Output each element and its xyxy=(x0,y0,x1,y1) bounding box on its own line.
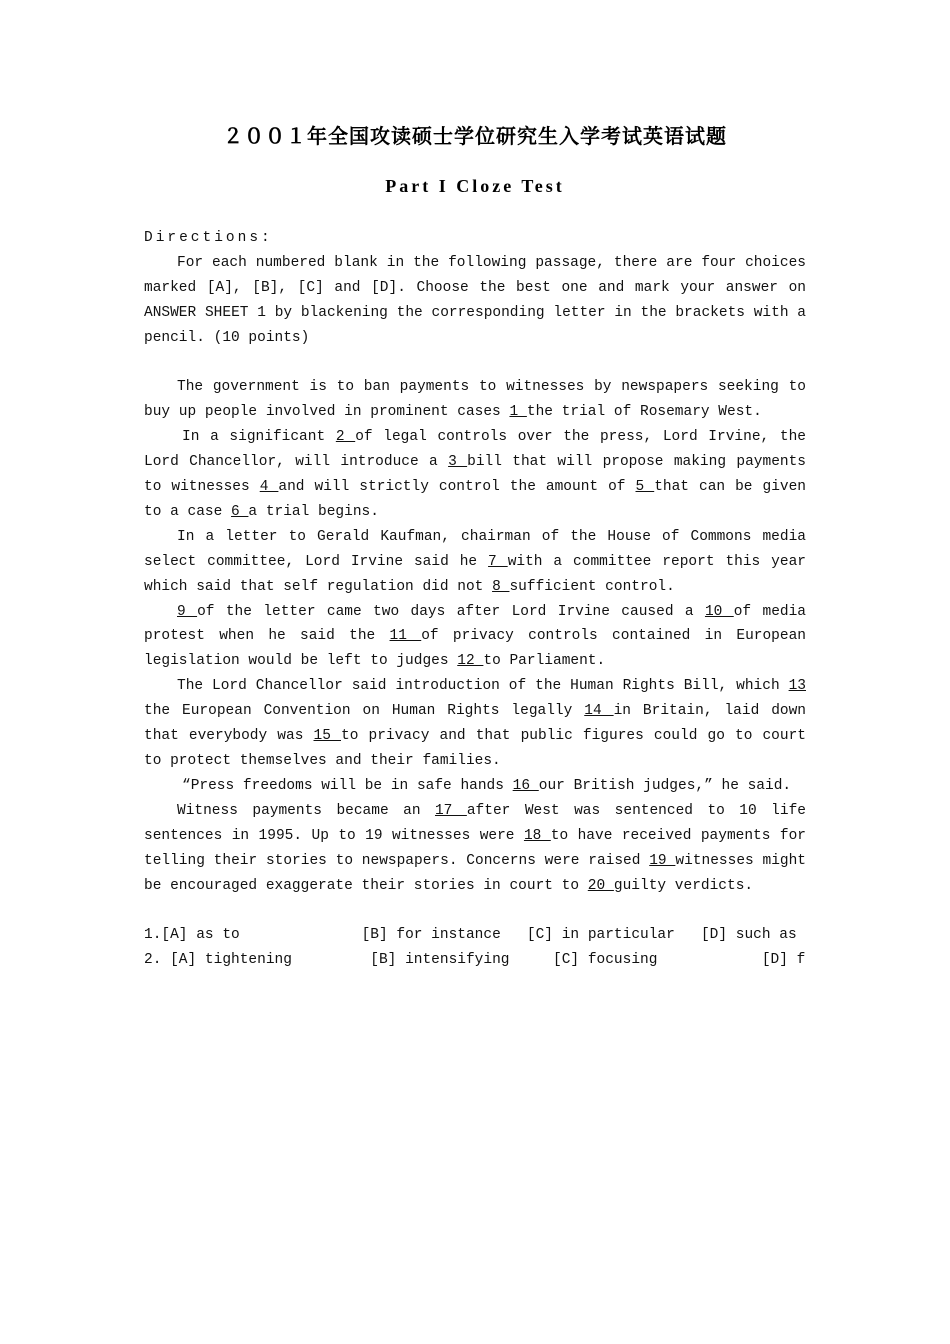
blank-7: 7 xyxy=(488,553,508,570)
passage-paragraph-6: “Press freedoms will be in safe hands 16 our British judges,” he said. xyxy=(182,777,792,794)
blank-2: 2 xyxy=(335,429,356,446)
blank-5: 5 xyxy=(635,479,655,496)
option-row-1: 1.[A] as to [B] for instance [C] in particular [D] such as xyxy=(144,927,797,944)
answer-options xyxy=(144,923,806,973)
exam-title: ２００１年全国攻读硕士学位研究生入学考试英语试题 xyxy=(223,124,727,148)
document-body xyxy=(144,226,806,973)
blank-16: 16 xyxy=(512,777,539,794)
directions-text: For each numbered blank in the following passage, there are four choices marked [A], [B], [C] and [D]. Choose the best one and mark your answer on ANSWER SHEET 1 by blackening the corresponding letter in the brackets with a pencil. (10 points) xyxy=(144,254,806,346)
passage-paragraph-2: In a significant 2 of legal controls over the press, Lord Irvine, the Lord Chancellor, will introduce a 3 bill that will propose making payments to witnesses 4 and will strictly control the amount of 5 that can be given to a case 6 a trial begins. xyxy=(144,429,806,520)
blank-14: 14 xyxy=(584,703,614,720)
section-title: Part I Cloze Test xyxy=(385,176,565,196)
blank-4: 4 xyxy=(259,479,279,496)
blank-1: 1 xyxy=(509,404,527,421)
blank-8: 8 xyxy=(492,578,510,595)
option-row-2: 2. [A] tightening [B] intensifying [C] focusing [D] f xyxy=(144,952,806,969)
passage-paragraph-3: In a letter to Gerald Kaufman, chairman of the House of Commons media select committee, Lord Irvine said he 7 with a committee report this year which said that self regulation did not 8 sufficient control. xyxy=(144,528,806,595)
blank-3: 3 xyxy=(448,454,468,471)
passage-paragraph-1: The government is to ban payments to witnesses by newspapers seeking to buy up people involved in prominent cases 1 the trial of Rosemary West. xyxy=(144,379,806,421)
blank-20: 20 xyxy=(587,877,614,894)
spacer xyxy=(144,898,806,923)
directions-label: Directions: xyxy=(144,230,273,246)
blank-9: 9 xyxy=(177,603,198,620)
blank-12: 12 xyxy=(457,653,484,670)
blank-17: 17 xyxy=(434,802,467,819)
blank-18: 18 xyxy=(523,827,551,844)
blank-19: 19 xyxy=(649,852,676,869)
spacer xyxy=(144,351,806,376)
blank-11: 11 xyxy=(389,628,422,645)
blank-15: 15 xyxy=(313,728,341,745)
blank-10: 10 xyxy=(704,603,734,620)
passage-paragraph-7: Witness payments became an 17 after West was sentenced to 10 life sentences in 1995. Up to 19 witnesses were 18 to have received payments for telling their stories to newspapers. Concerns were raised 19 witnesses might be encouraged exaggerate their stories in court to 20 guilty verdicts. xyxy=(144,802,806,894)
blank-6: 6 xyxy=(231,503,249,520)
passage-paragraph-5: The Lord Chancellor said introduction of the Human Rights Bill, which 13 the European Convention on Human Rights legally 14 in Britain, laid down that everybody was 15 to privacy and that public figures could go to court to protect themselves and their families. xyxy=(144,678,807,770)
passage-paragraph-4: 9 of the letter came two days after Lord Irvine caused a 10 of media protest when he said the 11 of privacy controls contained in European legislation would be left to judges 12 to Parliament. xyxy=(144,603,807,670)
blank-13: 13 xyxy=(788,678,806,695)
